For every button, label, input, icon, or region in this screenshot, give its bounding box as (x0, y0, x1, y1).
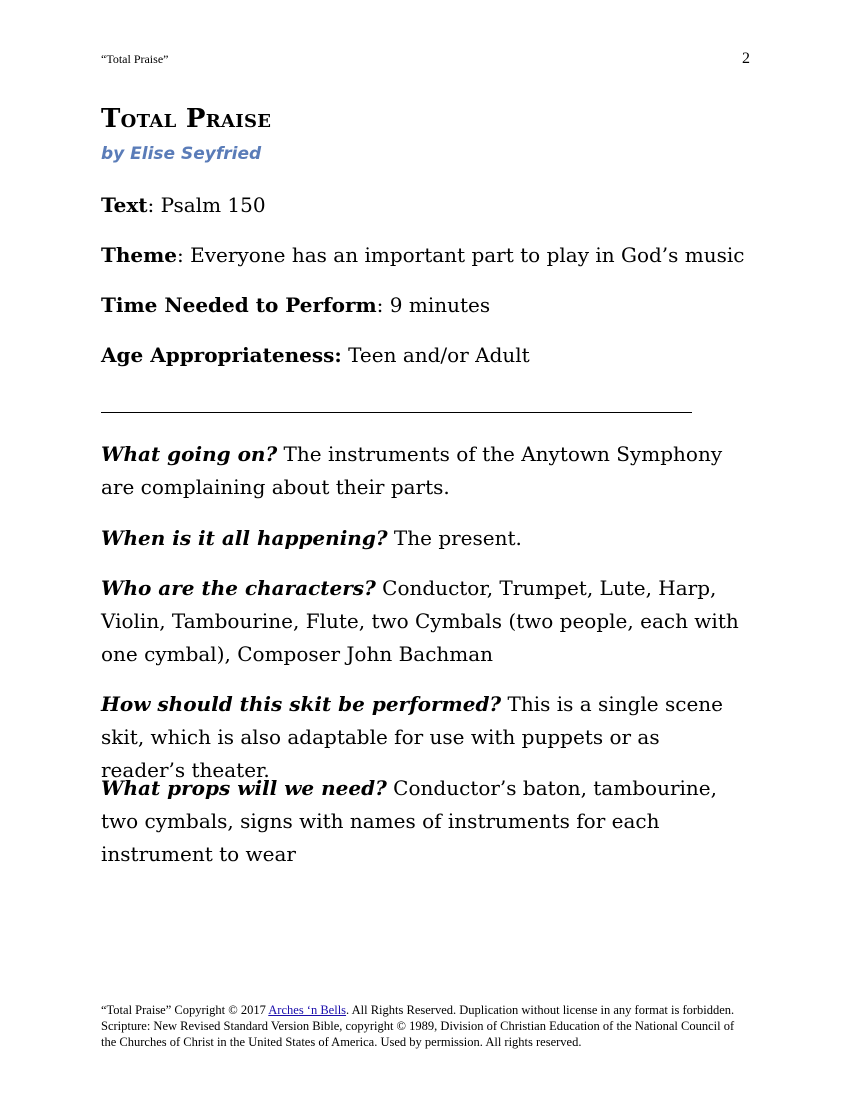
meta-separator: : (147, 193, 161, 217)
qa-question: Who are the characters? (101, 576, 376, 600)
qa-answer: The present. (387, 526, 522, 550)
qa-question: How should this skit be performed? (101, 692, 502, 716)
qa-paragraph (101, 772, 741, 871)
meta-value: Teen and/or Adult (348, 343, 530, 367)
footer-prefix: “Total Praise” Copyright © 2017 (101, 1003, 269, 1017)
meta-label: Age Appropriateness: (101, 343, 342, 367)
meta-value: 9 minutes (389, 293, 491, 317)
publisher-link[interactable]: Arches ‘n Bells (268, 1003, 347, 1017)
meta-separator: : (177, 243, 191, 267)
meta-label: Theme (101, 243, 178, 267)
meta-age (101, 343, 530, 367)
qa-question: What props will we need? (101, 776, 387, 800)
copyright-footer (101, 1002, 751, 1050)
footer-suffix: . All Rights Reserved. Duplication without license in any format is forbidden. Scripture: New Revised Standard Version Bible, copyright © 1989, Division of Christian Education of the National Council of the Churches of Christ in the United States of America. Used by permission. All rights reserved. (101, 1003, 735, 1049)
meta-label: Time Needed to Perform (101, 293, 377, 317)
qa-question: When is it all happening? (101, 526, 388, 550)
page-title: Total Praise (101, 104, 272, 134)
page-number: 2 (742, 50, 750, 67)
qa-answer: Conductor, Trumpet, Lute, Harp, Violin, Tambourine, Flute, two Cymbals (two people, each with one cymbal), Composer John Bachman (101, 576, 739, 666)
running-header-title: “Total Praise” (101, 52, 169, 66)
meta-label: Text (101, 193, 148, 217)
meta-text (101, 193, 266, 217)
meta-time (101, 293, 490, 317)
qa-paragraph (101, 522, 741, 555)
qa-paragraph (101, 572, 741, 671)
qa-answer: The instruments of the Anytown Symphony are complaining about their parts. (101, 442, 723, 499)
qa-paragraph (101, 438, 741, 504)
meta-separator: : (376, 293, 390, 317)
author-byline: by Elise Seyfried (101, 144, 262, 164)
qa-answer: This is a single scene skit, which is also adaptable for use with puppets or as reader’s theater. (101, 692, 724, 782)
meta-value: Psalm 150 (160, 193, 266, 217)
qa-question: What going on? (101, 442, 278, 466)
meta-value: Everyone has an important part to play in God’s music (190, 243, 745, 267)
section-divider (101, 412, 692, 413)
qa-answer: Conductor’s baton, tambourine, two cymbals, signs with names of instruments for each instrument to wear (101, 776, 717, 866)
meta-theme (101, 243, 745, 267)
